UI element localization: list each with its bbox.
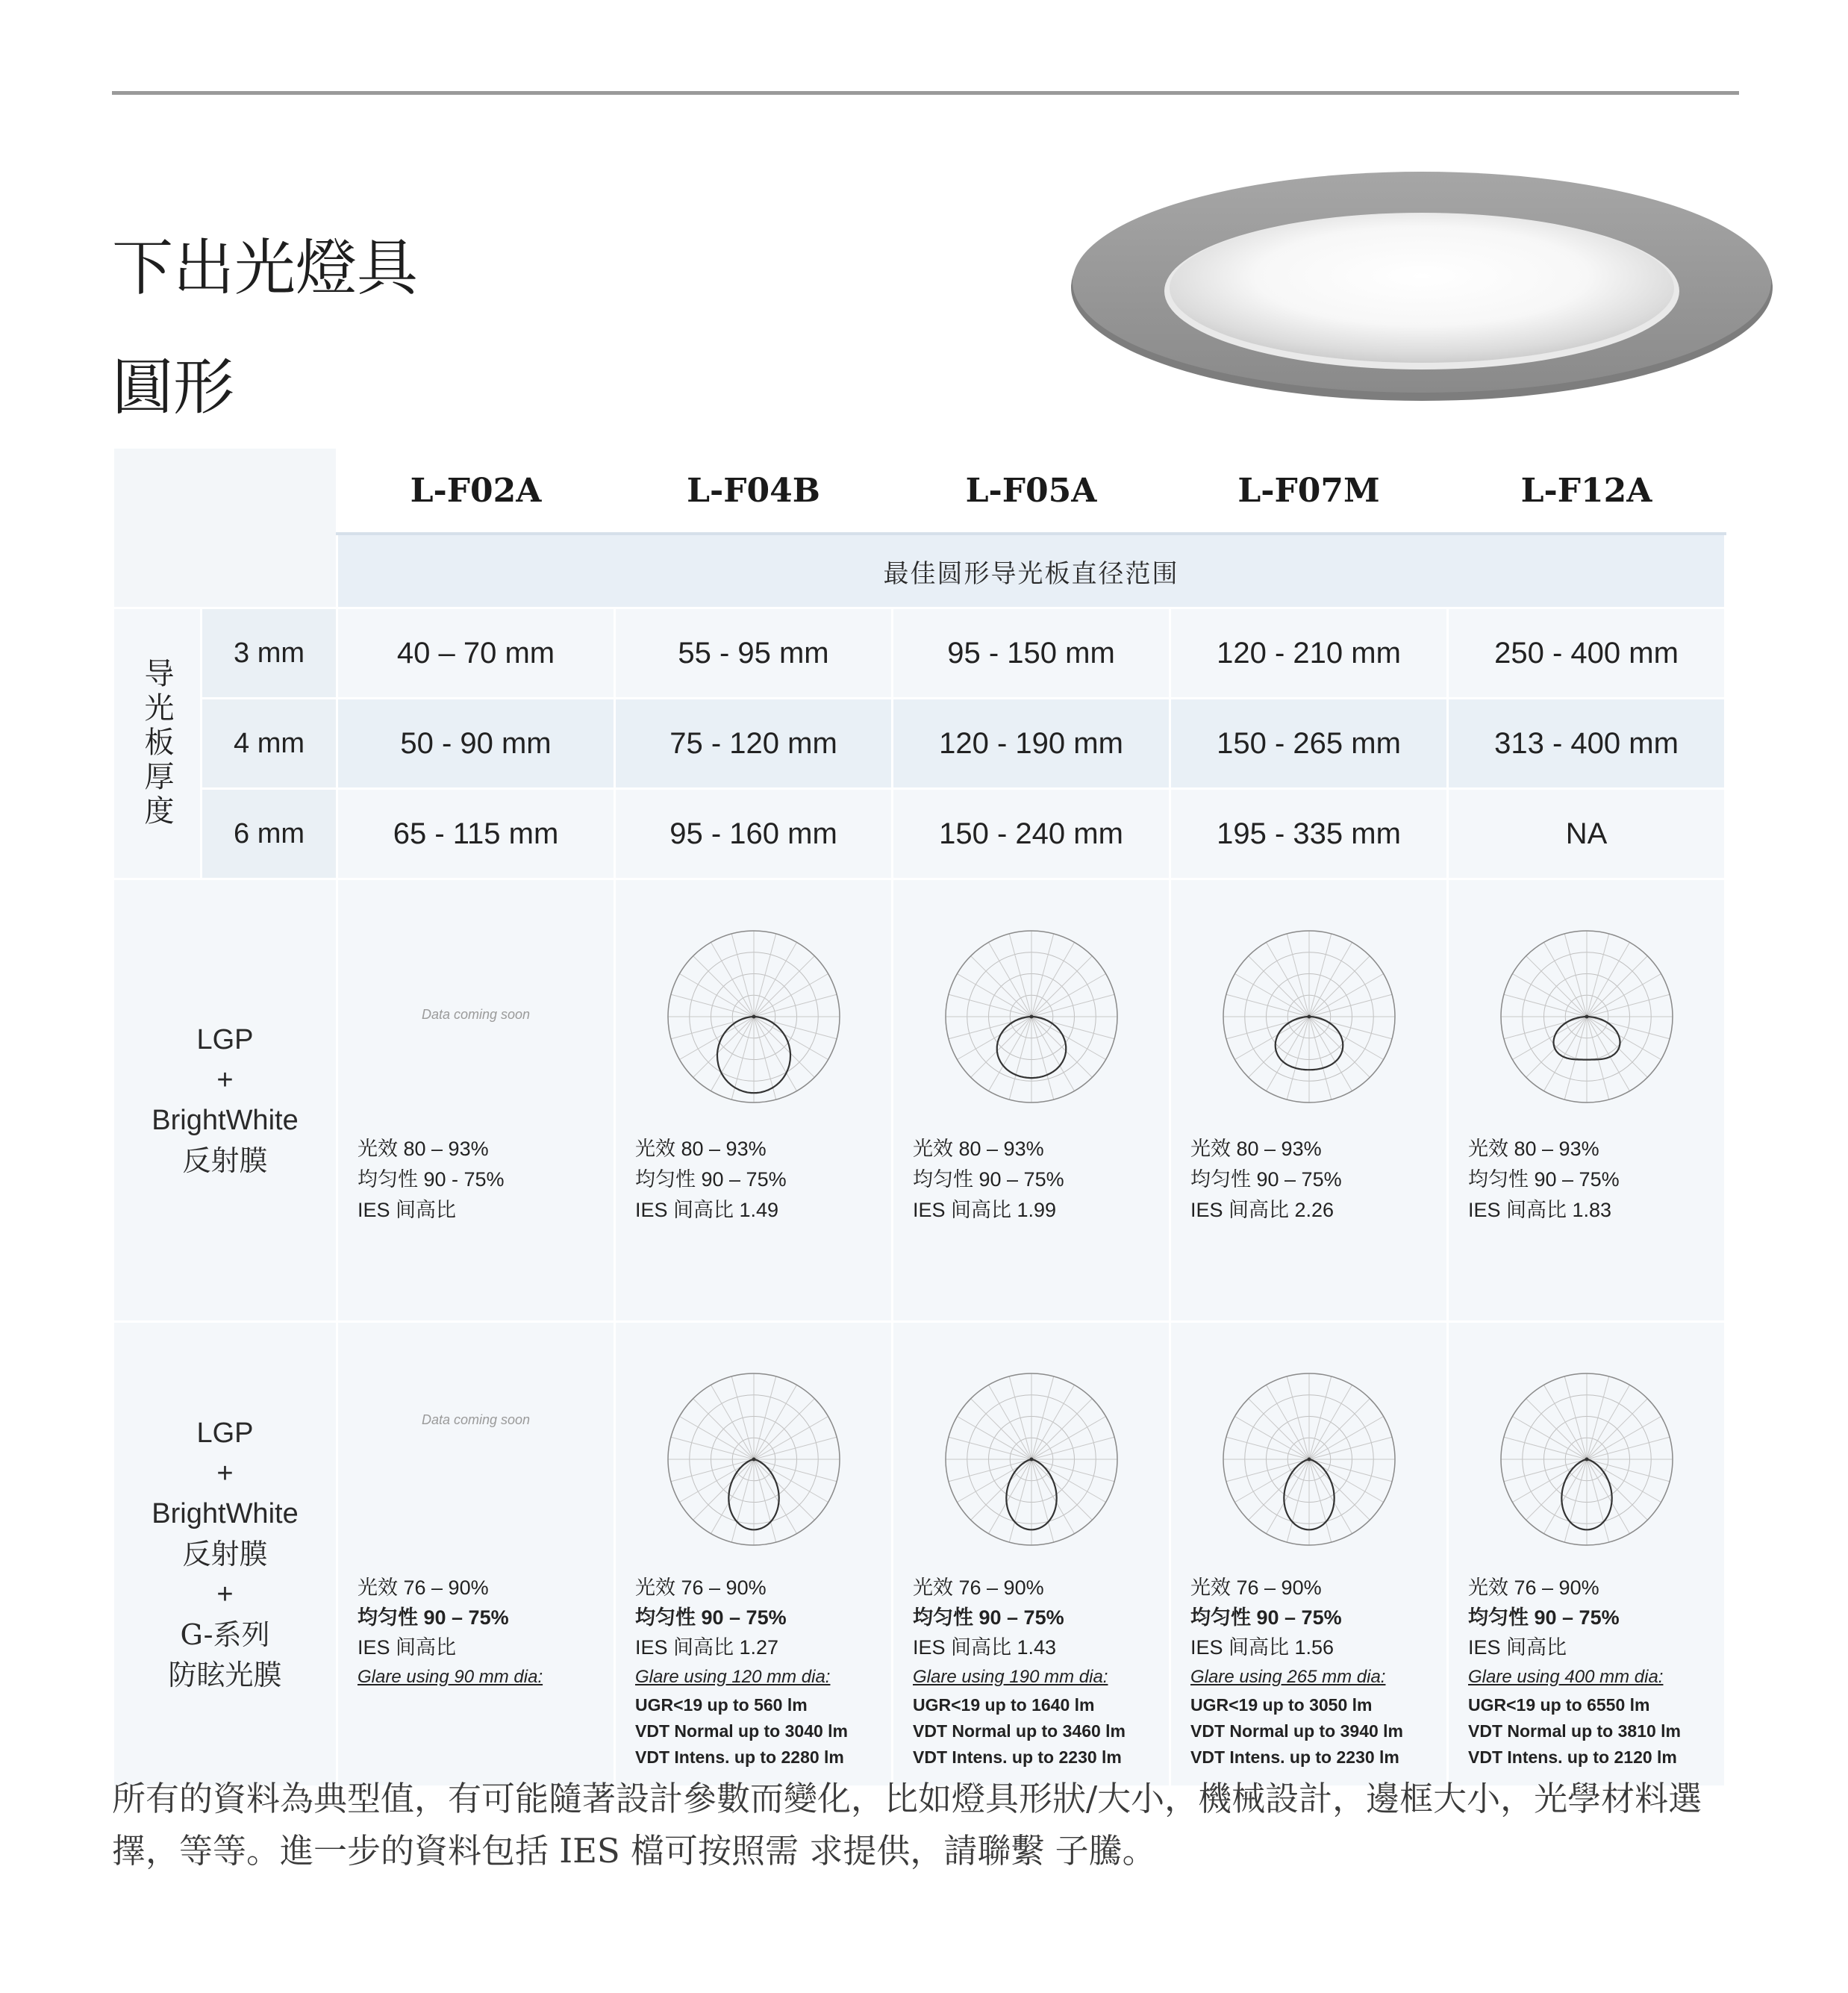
perf-cell <box>893 879 1170 1322</box>
ies-ratio-text: IES 间高比 2.26 <box>1190 1199 1335 1221</box>
ies-ratio-text: IES 间高比 1.43 <box>913 1636 1057 1659</box>
diameter-cell: 250 - 400 mm <box>1448 608 1726 699</box>
efficiency-text: 光效 80 – 93% <box>1190 1138 1322 1160</box>
polar-diagram-icon <box>661 1366 847 1553</box>
perf-cell <box>1448 879 1726 1322</box>
glare-heading: Glare using 90 mm dia: <box>358 1667 543 1687</box>
ugr-text: UGR<19 up to 3050 lm <box>1190 1695 1373 1715</box>
vdt-normal-text: VDT Normal up to 3940 lm <box>1190 1721 1404 1741</box>
ies-ratio-text: IES 间高比 <box>358 1636 457 1659</box>
polar-diagram-icon <box>1493 1366 1680 1553</box>
table-corner <box>113 448 337 608</box>
uniformity-text: 均匀性 90 – 75% <box>635 1606 787 1629</box>
diameter-cell: NA <box>1448 789 1726 879</box>
polar-diagram-icon <box>661 923 847 1110</box>
uniformity-text: 均匀性 90 – 75% <box>913 1606 1064 1629</box>
diameter-cell: 40 – 70 mm <box>337 608 615 699</box>
efficiency-text: 光效 76 – 90% <box>1190 1576 1322 1599</box>
diameter-cell: 55 - 95 mm <box>615 608 893 699</box>
glare-heading: Glare using 120 mm dia: <box>635 1667 831 1687</box>
page-subtitle: 圓形 <box>112 352 235 423</box>
glare-heading: Glare using 400 mm dia: <box>1468 1667 1664 1687</box>
perf-cell <box>1170 1322 1448 1787</box>
uniformity-text: 均匀性 90 – 75% <box>1190 1606 1342 1629</box>
vdt-intens-text: VDT Intens. up to 2280 lm <box>635 1747 844 1767</box>
model-header: L-F04B <box>615 448 893 534</box>
efficiency-text: 光效 80 – 93% <box>1468 1138 1599 1160</box>
glare-heading: Glare using 190 mm dia: <box>913 1667 1108 1687</box>
vdt-intens-text: VDT Intens. up to 2120 lm <box>1468 1747 1677 1767</box>
polar-diagram-icon <box>938 1366 1125 1553</box>
perf-cell <box>337 879 615 1322</box>
efficiency-text: 光效 80 – 93% <box>358 1138 489 1160</box>
thickness-label: 导光板厚度 <box>113 608 202 879</box>
diameter-cell: 95 - 160 mm <box>615 789 893 879</box>
polar-diagram-icon <box>1493 923 1680 1110</box>
uniformity-text: 均匀性 90 – 75% <box>358 1606 509 1629</box>
vdt-intens-text: VDT Intens. up to 2230 lm <box>913 1747 1122 1767</box>
diameter-cell: 150 - 265 mm <box>1170 699 1448 789</box>
ies-ratio-text: IES 间高比 <box>358 1199 457 1221</box>
model-header: L-F02A <box>337 448 615 534</box>
diameter-cell: 120 - 190 mm <box>893 699 1170 789</box>
glare-heading: Glare using 265 mm dia: <box>1190 1667 1386 1687</box>
diameter-cell: 75 - 120 mm <box>615 699 893 789</box>
vdt-normal-text: VDT Normal up to 3460 lm <box>913 1721 1126 1741</box>
polar-diagram-icon <box>1216 923 1402 1110</box>
ies-ratio-text: IES 间高比 1.99 <box>913 1199 1057 1221</box>
uniformity-text: 均匀性 90 – 75% <box>1190 1168 1342 1191</box>
vdt-normal-text: VDT Normal up to 3040 lm <box>635 1721 849 1741</box>
spec-table <box>112 446 1724 1767</box>
vdt-intens-text: VDT Intens. up to 2230 lm <box>1190 1747 1399 1767</box>
diameter-cell: 50 - 90 mm <box>337 699 615 789</box>
diameter-cell: 150 - 240 mm <box>893 789 1170 879</box>
round-downlight-image <box>1064 164 1780 403</box>
coming-soon-note: Data coming soon <box>421 1007 531 1022</box>
ies-ratio-text: IES 间高比 1.49 <box>635 1199 779 1221</box>
uniformity-text: 均匀性 90 – 75% <box>1468 1606 1620 1629</box>
efficiency-text: 光效 80 – 93% <box>913 1138 1044 1160</box>
model-header: L-F07M <box>1170 448 1448 534</box>
range-header: 最佳圆形导光板直径范围 <box>337 534 1726 608</box>
polar-diagram-icon <box>1216 1366 1402 1553</box>
perf-cell <box>1170 879 1448 1322</box>
ugr-text: UGR<19 up to 560 lm <box>635 1695 808 1715</box>
page-title: 下出光燈具 <box>112 233 419 304</box>
perf-cell <box>1448 1322 1726 1787</box>
ies-ratio-text: IES 间高比 1.83 <box>1468 1199 1612 1221</box>
diameter-cell: 65 - 115 mm <box>337 789 615 879</box>
diameter-cell: 120 - 210 mm <box>1170 608 1448 699</box>
footnote: 所有的資料為典型值，有可能隨著設計參數而變化，比如燈具形狀/大小，機械設計，邊框大小，光學材料選擇，等等。進一步的資料包括 IES 檔可按照需 求提供，請聯繫 子騰。 <box>112 1779 1702 1871</box>
uniformity-text: 均匀性 90 – 75% <box>913 1168 1064 1191</box>
config-label: LGP + BrightWhite 反射膜 + G-系列 防眩光膜 <box>113 1322 337 1787</box>
config-label: LGP + BrightWhite 反射膜 <box>113 879 337 1322</box>
ugr-text: UGR<19 up to 6550 lm <box>1468 1695 1650 1715</box>
thickness-cell: 6 mm <box>202 789 337 879</box>
diameter-cell: 313 - 400 mm <box>1448 699 1726 789</box>
ies-ratio-text: IES 间高比 <box>1468 1636 1567 1659</box>
coming-soon-note: Data coming soon <box>421 1412 531 1427</box>
efficiency-text: 光效 76 – 90% <box>1468 1576 1599 1599</box>
perf-cell <box>337 1322 615 1787</box>
thickness-cell: 3 mm <box>202 608 337 699</box>
model-header: L-F05A <box>893 448 1170 534</box>
efficiency-text: 光效 76 – 90% <box>635 1576 767 1599</box>
uniformity-text: 均匀性 90 - 75% <box>358 1168 505 1191</box>
uniformity-text: 均匀性 90 – 75% <box>1468 1168 1620 1191</box>
efficiency-text: 光效 76 – 90% <box>358 1576 489 1599</box>
vdt-normal-text: VDT Normal up to 3810 lm <box>1468 1721 1682 1741</box>
polar-diagram-icon <box>938 923 1125 1110</box>
perf-cell <box>893 1322 1170 1787</box>
diameter-cell: 195 - 335 mm <box>1170 789 1448 879</box>
top-rule <box>112 91 1739 95</box>
thickness-cell: 4 mm <box>202 699 337 789</box>
ies-ratio-text: IES 间高比 1.27 <box>635 1636 779 1659</box>
diameter-cell: 95 - 150 mm <box>893 608 1170 699</box>
perf-cell <box>615 879 893 1322</box>
efficiency-text: 光效 80 – 93% <box>635 1138 767 1160</box>
ugr-text: UGR<19 up to 1640 lm <box>913 1695 1095 1715</box>
efficiency-text: 光效 76 – 90% <box>913 1576 1044 1599</box>
ies-ratio-text: IES 间高比 1.56 <box>1190 1636 1335 1659</box>
uniformity-text: 均匀性 90 – 75% <box>635 1168 787 1191</box>
perf-cell <box>615 1322 893 1787</box>
model-header: L-F12A <box>1448 448 1726 534</box>
